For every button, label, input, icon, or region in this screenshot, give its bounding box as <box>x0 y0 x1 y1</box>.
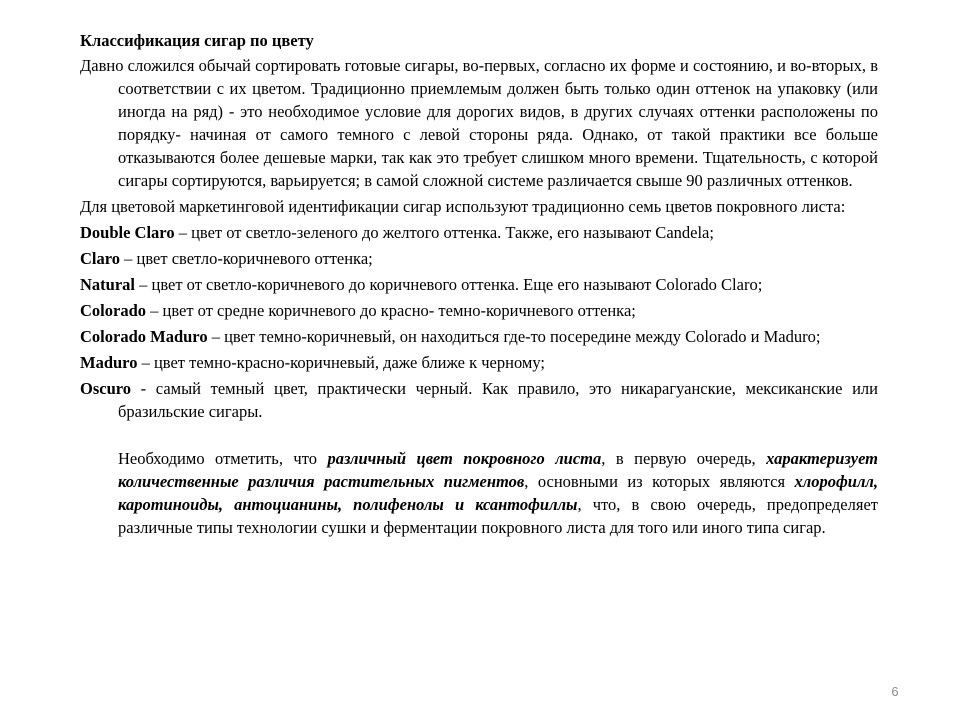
color-term-name: Maduro <box>80 353 138 372</box>
color-term-item <box>80 273 878 296</box>
note-text: , что, в свою очередь, предопределяет различные типы технологии сушки и ферментации покровного листа для того или иного типа сигар. <box>118 495 878 537</box>
color-term-name: Oscuro <box>80 379 132 398</box>
color-term-description: – цвет от средне коричневого до красно- темно-коричневого оттенка; <box>146 301 636 320</box>
note-emphasis: различный цвет покровного листа <box>327 449 602 468</box>
color-term-description: – цвет от светло-коричневого до коричневого оттенка. Еще его называют Colorado Claro; <box>135 275 763 294</box>
color-term-description: - самый темный цвет, практически черный. Как правило, это никарагуанские, мексиканские или бразильские сигары. <box>118 379 878 421</box>
note-emphasis: хлорофилл, каротиноиды, антоцианины, полифенолы и ксантофиллы <box>118 472 878 514</box>
document-body <box>80 29 878 539</box>
color-term-name: Natural <box>80 275 135 294</box>
note-text: Необходимо отметить, что <box>118 449 328 468</box>
color-term-name: Double Claro <box>80 223 175 242</box>
color-term-name: Colorado <box>80 301 146 320</box>
colors-intro-paragraph: Для цветовой маркетинговой идентификации сигар используют традиционно семь цветов покровного листа: <box>80 197 846 216</box>
page-number: 6 <box>891 684 899 699</box>
color-term-item <box>80 377 878 423</box>
document-title: Классификация сигар по цвету <box>80 31 314 50</box>
color-term-description: – цвет светло-коричневого оттенка; <box>120 249 373 268</box>
color-term-description: – цвет темно-коричневый, он находиться где-то посередине между Colorado и Maduro; <box>207 327 821 346</box>
intro-paragraph: Давно сложился обычай сортировать готовые сигары, во-первых, согласно их форме и состоянию, и во-вторых, в соответствии с их цветом. Традиционно приемлемым должен быть только один оттенок на упаковку (или иногда на ряд) - это необходимое условие для дорогих видов, в других случаях оттенки расположены по порядку- начиная от самого темного с левой стороны ряда. Однако, от такой практики все больше отказываются более дешевые марки, так как это требует слишком много времени. Тщательность, с которой сигары сортируются, варьируется; в самой сложной системе различается свыше 90 различных оттенков. <box>80 56 878 190</box>
color-term-item <box>80 247 878 270</box>
color-term-item <box>80 325 878 348</box>
color-term-item <box>80 351 878 374</box>
note-emphasis: характеризует количественные различия растительных пигментов <box>118 449 879 491</box>
color-term-item <box>80 221 878 244</box>
note-text: , в первую очередь, <box>601 449 767 468</box>
color-term-name: Colorado Maduro <box>80 327 208 346</box>
color-term-item <box>80 299 878 322</box>
color-term-name: Claro <box>80 249 121 268</box>
note-paragraph <box>80 447 878 539</box>
color-term-description: – цвет темно-красно-коричневый, даже ближе к черному; <box>137 353 545 372</box>
note-text: , основными из которых являются <box>524 472 795 491</box>
color-term-description: – цвет от светло-зеленого до желтого оттенка. Также, его называют Candela; <box>174 223 714 242</box>
